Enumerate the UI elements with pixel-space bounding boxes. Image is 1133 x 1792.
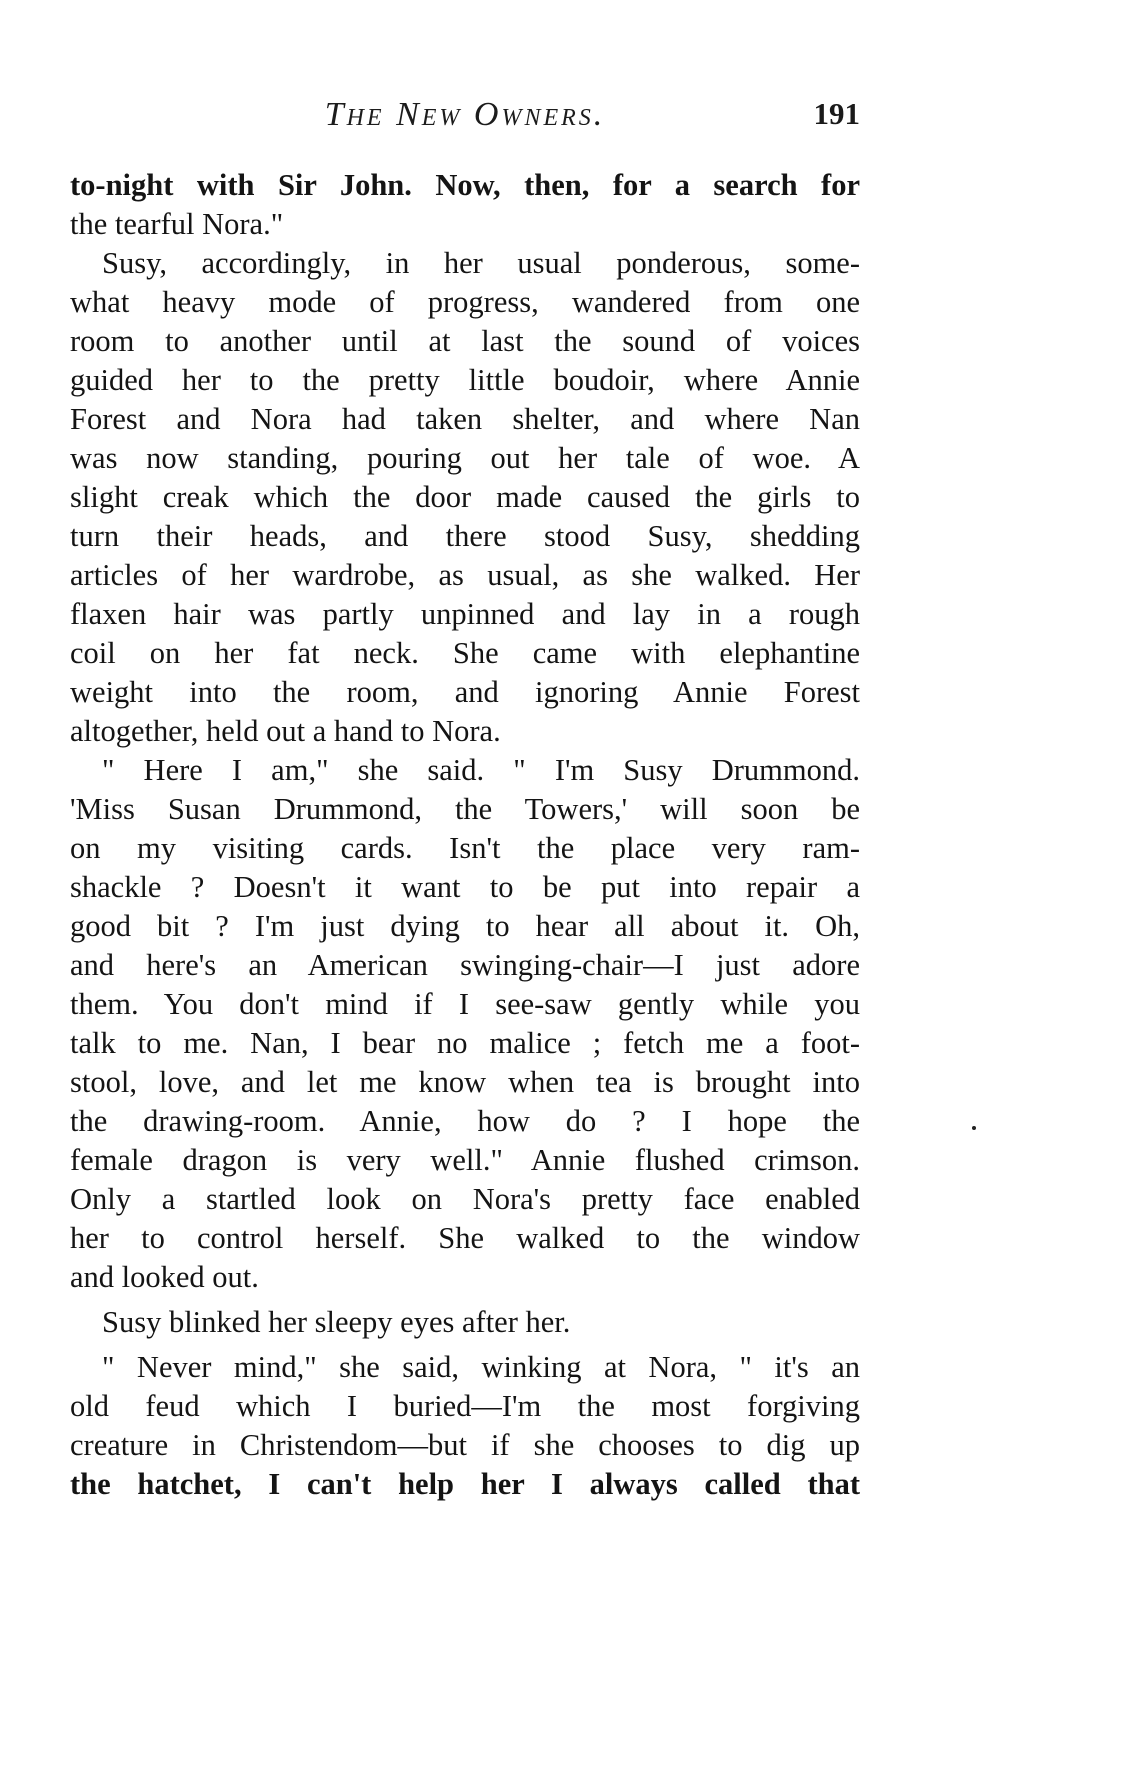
text-line: and here's an American swinging-chair—I just adore <box>70 948 860 982</box>
text-line: them. You don't mind if I see-saw gently while you <box>70 987 860 1021</box>
text-line: on my visiting cards. Isn't the place very ram- <box>70 831 860 865</box>
text-line: female dragon is very well." Annie flushed crimson. <box>70 1143 860 1177</box>
text-line: weight into the room, and ignoring Annie Forest <box>70 675 860 709</box>
text-line: was now standing, pouring out her tale of woe. A <box>70 441 860 475</box>
text-line: Susy, accordingly, in her usual ponderous, some- <box>102 246 860 280</box>
running-title: The New Owners. <box>324 96 606 133</box>
text-line: stool, love, and let me know when tea is brought into <box>70 1065 860 1099</box>
margin-speck <box>972 1126 976 1130</box>
text-line: what heavy mode of progress, wandered from one <box>70 285 860 319</box>
text-line: flaxen hair was partly unpinned and lay in a rough <box>70 597 860 631</box>
text-line: 'Miss Susan Drummond, the Towers,' will soon be <box>70 792 860 826</box>
text-line: turn their heads, and there stood Susy, shedding <box>70 519 860 553</box>
body-text <box>70 166 860 1504</box>
text-line: her to control herself. She walked to the window <box>70 1221 860 1255</box>
text-line: old feud which I buried—I'm the most forgiving <box>70 1389 860 1423</box>
text-line: altogether, held out a hand to Nora. <box>70 714 501 748</box>
text-line: talk to me. Nan, I bear no malice ; fetch me a foot- <box>70 1026 860 1060</box>
text-line: " Here I am," she said. " I'm Susy Drummond. <box>102 753 860 787</box>
text-line: creature in Christendom—but if she chooses to dig up <box>70 1428 860 1462</box>
text-line: shackle ? Doesn't it want to be put into repair a <box>70 870 860 904</box>
text-line: guided her to the pretty little boudoir, where Annie <box>70 363 860 397</box>
page-number: 191 <box>813 96 860 131</box>
text-line: Forest and Nora had taken shelter, and where Nan <box>70 402 860 436</box>
running-head <box>70 90 860 136</box>
text-line: the hatchet, I can't help her I always called that <box>70 1467 860 1501</box>
text-line: room to another until at last the sound of voices <box>70 324 860 358</box>
text-line: coil on her fat neck. She came with elephantine <box>70 636 860 670</box>
text-line: to-night with Sir John. Now, then, for a search for <box>70 168 860 202</box>
text-line: and looked out. <box>70 1260 259 1294</box>
text-line: good bit ? I'm just dying to hear all about it. Oh, <box>70 909 860 943</box>
text-line: " Never mind," she said, winking at Nora, " it's an <box>102 1350 860 1384</box>
text-line: the tearful Nora." <box>70 207 284 241</box>
text-line: slight creak which the door made caused the girls to <box>70 480 860 514</box>
text-line: Susy blinked her sleepy eyes after her. <box>102 1305 571 1339</box>
text-line: articles of her wardrobe, as usual, as she walked. Her <box>70 558 860 592</box>
text-line: Only a startled look on Nora's pretty face enabled <box>70 1182 860 1216</box>
text-line: the drawing-room. Annie, how do ? I hope the <box>70 1104 860 1138</box>
